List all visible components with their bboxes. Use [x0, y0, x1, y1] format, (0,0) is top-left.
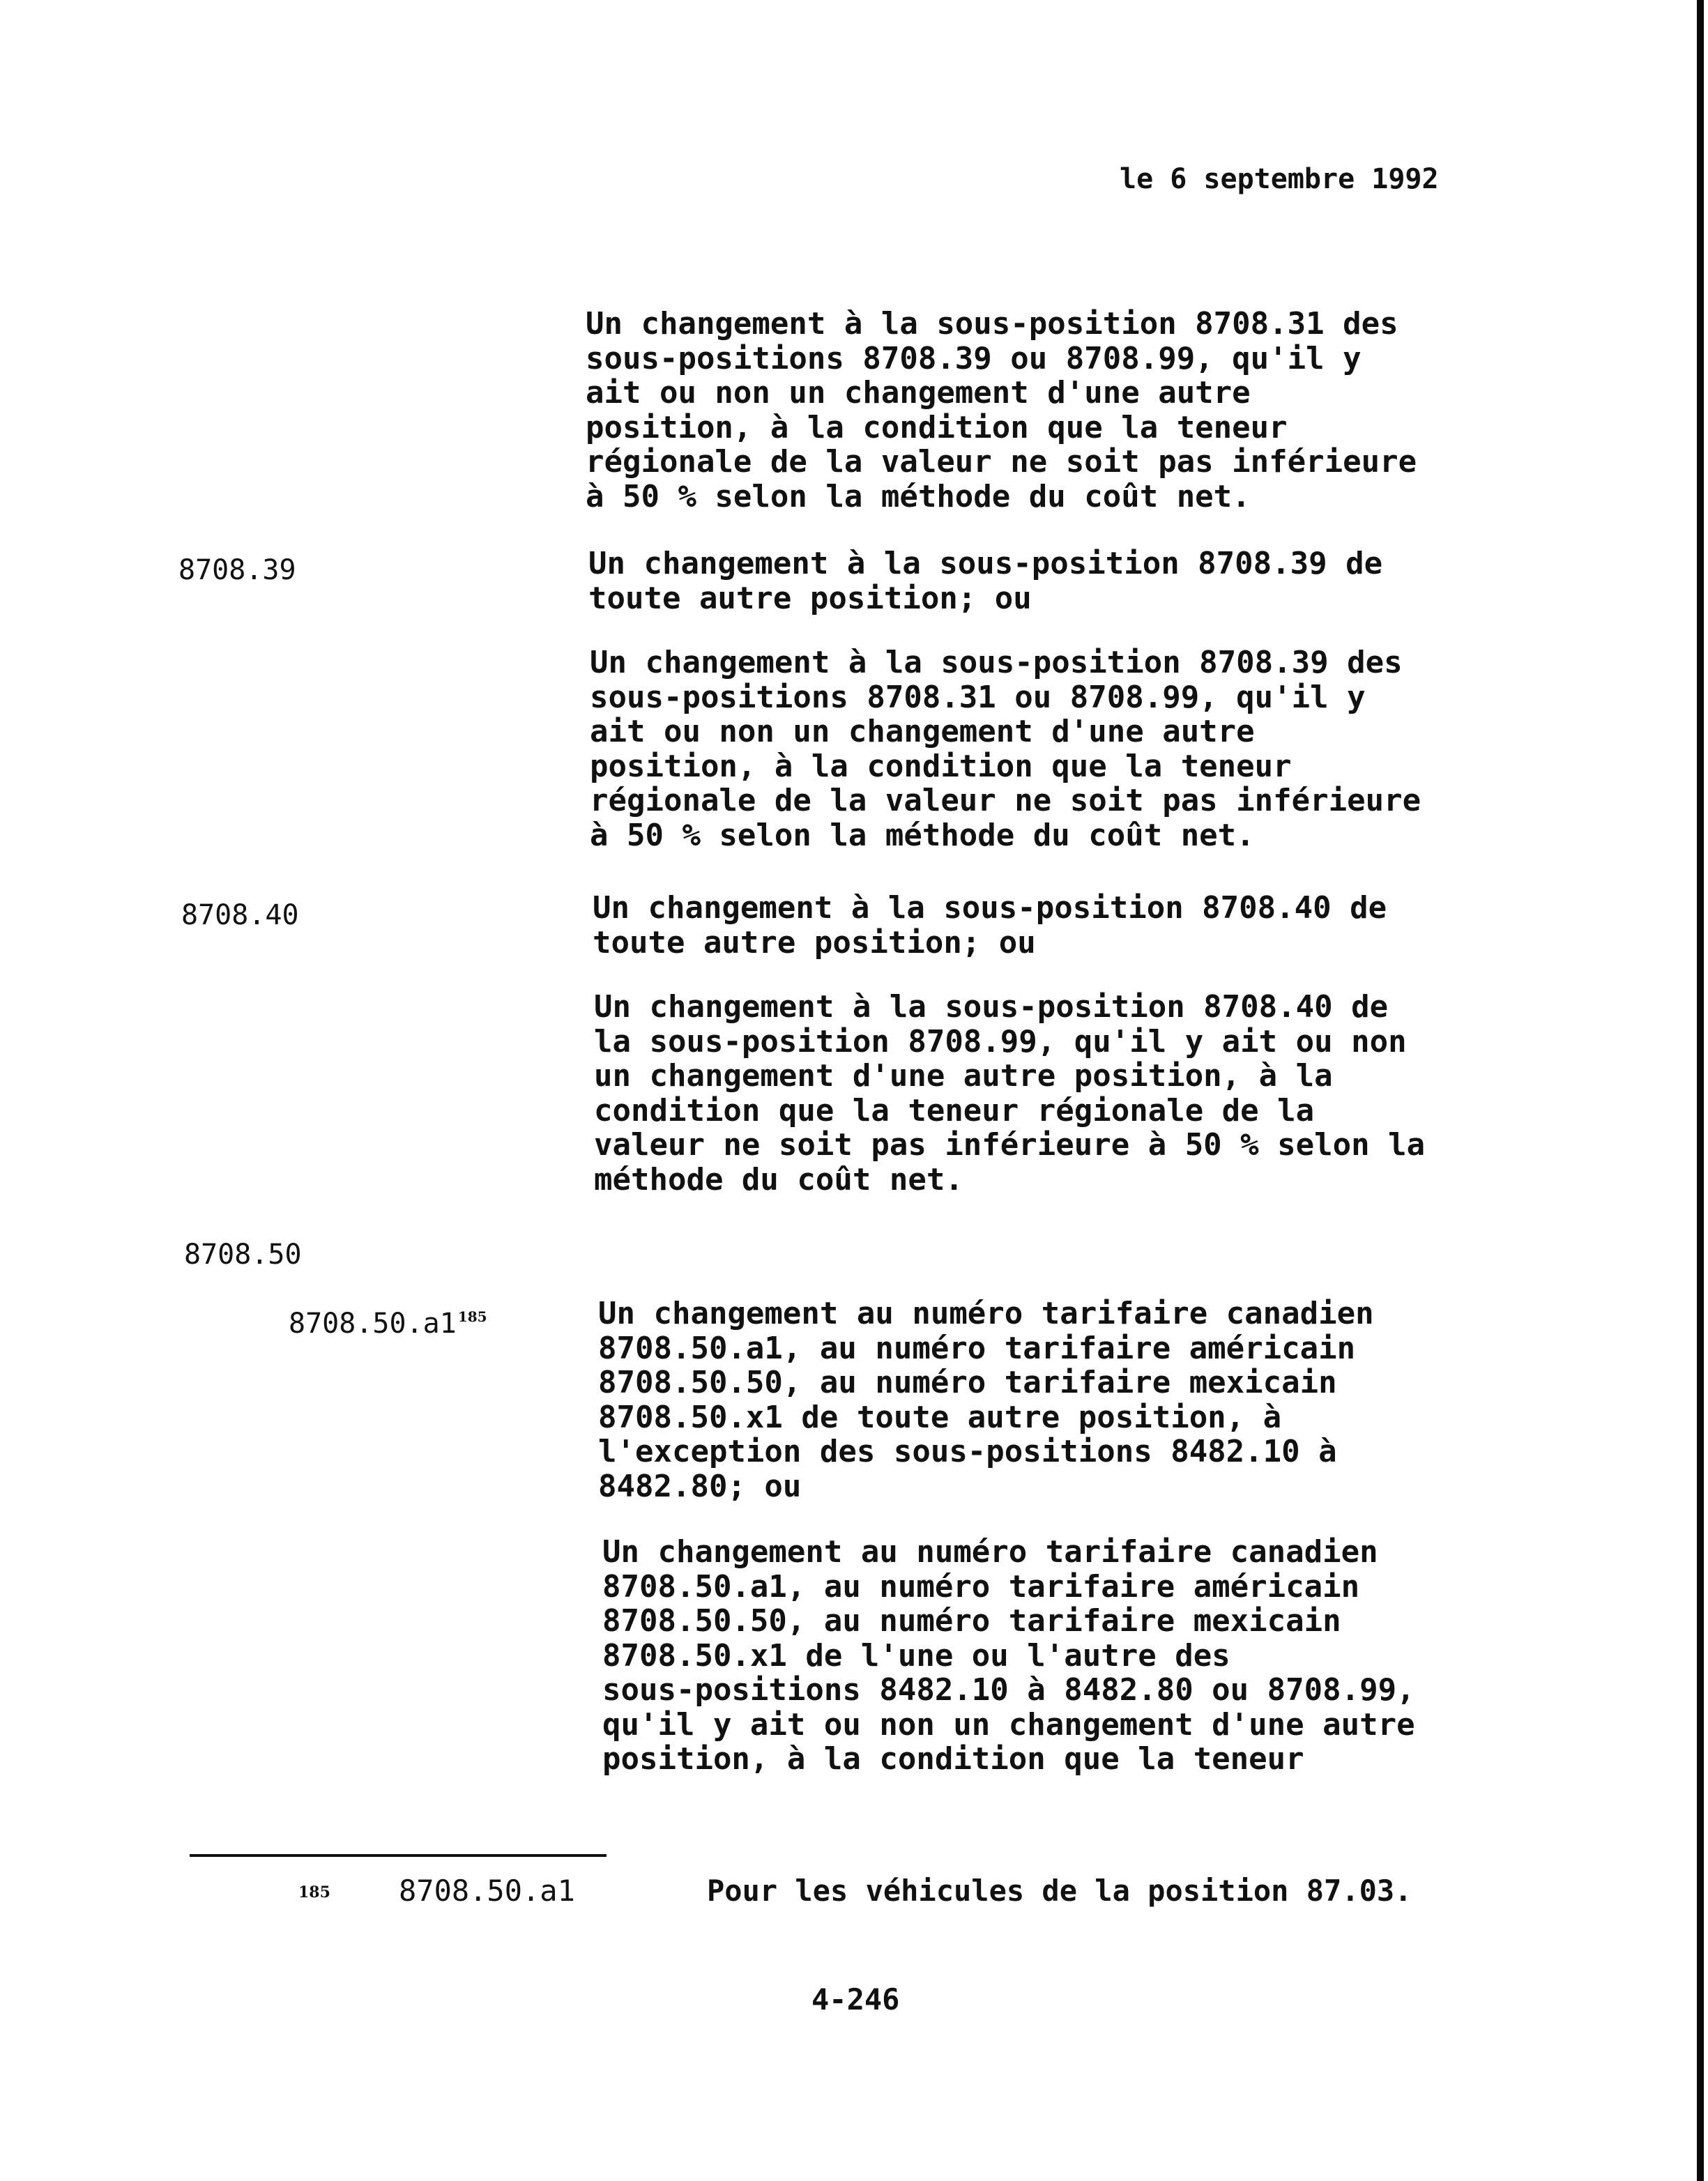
paragraph-line: toute autre position; ou — [588, 580, 1032, 616]
scan-edge-border — [1697, 0, 1704, 2181]
paragraph-line: sous-positions 8708.31 ou 8708.99, qu'il y — [590, 679, 1366, 715]
tariff-item-code-text: 8708.50.a1 — [289, 1308, 457, 1340]
paragraph-line: la sous-position 8708.99, qu'il y ait ou non — [594, 1023, 1407, 1059]
paragraph-line: Un changement à la sous-position 8708.40 de — [593, 890, 1387, 926]
rule-paragraph — [586, 307, 1548, 514]
paragraph-line: qu'il y ait ou non un changement d'une autre — [602, 1706, 1415, 1743]
paragraph-line: à 50 % selon la méthode du coût net. — [590, 817, 1255, 853]
paragraph-line: ait ou non un changement d'une autre — [586, 375, 1251, 411]
paragraph-line: régionale de la valeur ne soit pas inférieure — [590, 783, 1421, 818]
paragraph-line: 8708.50.a1, au numéro tarifaire américain — [602, 1568, 1360, 1605]
footnote-reference: 185 — [457, 1308, 487, 1325]
paragraph-line: un changement d'une autre position, à la — [594, 1058, 1333, 1094]
page-number: 4-246 — [811, 1982, 900, 2017]
rule-paragraph — [602, 1535, 1564, 1777]
paragraph-line: condition que la teneur régionale de la — [594, 1092, 1315, 1128]
rule-paragraph — [588, 546, 1550, 615]
paragraph-line: Un changement au numéro tarifaire canadien — [598, 1296, 1374, 1331]
paragraph-line: Un changement au numéro tarifaire canadien — [602, 1534, 1378, 1570]
paragraph-line: valeur ne soit pas inférieure à 50 % selon la — [594, 1127, 1426, 1163]
footnote-text: Pour les véhicules de la position 87.03. — [707, 1874, 1412, 1908]
paragraph-line: toute autre position; ou — [593, 924, 1036, 961]
rule-paragraph — [594, 990, 1556, 1197]
paragraph-line: sous-positions 8708.39 ou 8708.99, qu'il y — [586, 340, 1362, 376]
paragraph-line: 8708.50.x1 de l'une ou l'autre des — [602, 1637, 1230, 1674]
paragraph-line: Un changement à la sous-position 8708.40 de — [594, 989, 1389, 1025]
paragraph-line: position, à la condition que la teneur — [586, 409, 1288, 445]
subheading-code: 8708.39 — [178, 554, 296, 586]
footnote-code: 8708.50.a1 — [399, 1874, 575, 1908]
paragraph-line: 8708.50.50, au numéro tarifaire mexicain — [598, 1365, 1337, 1400]
paragraph-line: l'exception des sous-positions 8482.10 à — [598, 1434, 1337, 1469]
paragraph-line: méthode du coût net. — [594, 1161, 963, 1197]
paragraph-line: 8482.80; ou — [598, 1468, 802, 1504]
paragraph-line: à 50 % selon la méthode du coût net. — [586, 478, 1251, 514]
paragraph-line: 8708.50.a1, au numéro tarifaire américain — [598, 1330, 1356, 1366]
rule-paragraph — [593, 891, 1555, 960]
footnote-number: 185 — [298, 1883, 330, 1901]
paragraph-line: 8708.50.x1 de toute autre position, à — [598, 1399, 1282, 1435]
rule-paragraph — [590, 645, 1552, 852]
footnote-divider — [190, 1854, 607, 1857]
subheading-code: 8708.40 — [181, 899, 299, 931]
paragraph-line: position, à la condition que la teneur — [602, 1741, 1304, 1777]
paragraph-line: 8708.50.50, au numéro tarifaire mexicain — [602, 1603, 1341, 1639]
rule-paragraph — [598, 1296, 1560, 1503]
paragraph-line: Un changement à la sous-position 8708.31 des — [586, 306, 1398, 342]
subheading-code: 8708.50 — [184, 1239, 302, 1271]
tariff-item-code — [289, 1299, 487, 1341]
paragraph-line: ait ou non un changement d'une autre — [590, 714, 1255, 749]
paragraph-line: sous-positions 8482.10 à 8482.80 ou 8708.99, — [602, 1672, 1415, 1708]
paragraph-line: position, à la condition que la teneur — [590, 748, 1292, 784]
header-date: le 6 septembre 1992 — [1120, 163, 1439, 195]
paragraph-line: Un changement à la sous-position 8708.39 de — [588, 546, 1383, 581]
paragraph-line: régionale de la valeur ne soit pas inférieure — [586, 444, 1417, 480]
paragraph-line: Un changement à la sous-position 8708.39 des — [590, 645, 1403, 680]
